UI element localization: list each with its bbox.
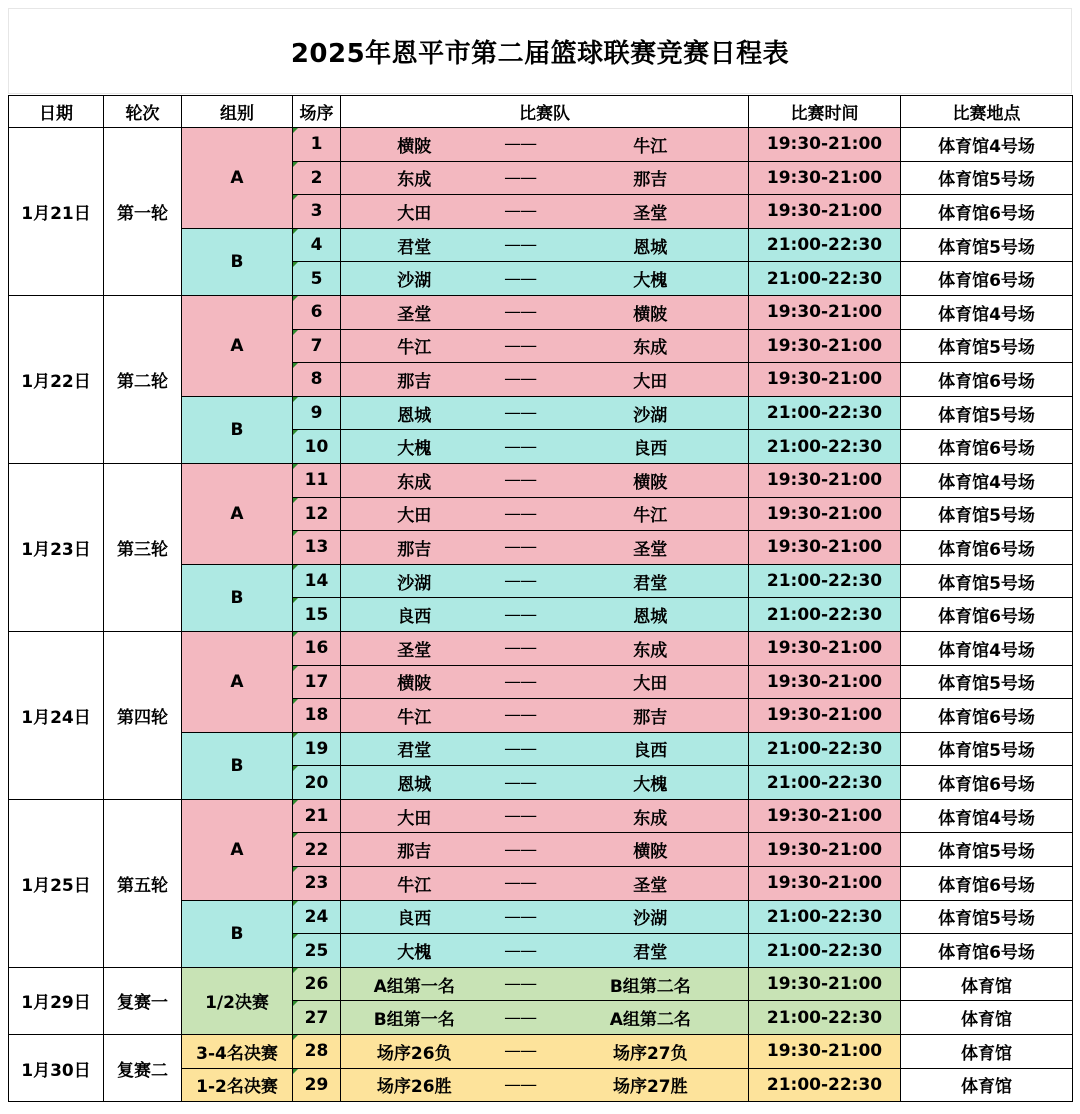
match-number: 5 (293, 262, 341, 296)
versus-separator: —— (504, 167, 537, 188)
teams-cell (341, 799, 749, 833)
home-team: 牛江 (397, 707, 432, 728)
date-cell: 1月29日 (9, 967, 104, 1034)
match-venue: 体育馆6号场 (901, 598, 1073, 632)
round-cell: 第五轮 (104, 799, 182, 967)
teams-cell (341, 363, 749, 397)
away-team: 圣堂 (633, 875, 668, 896)
match-venue: 体育馆5号场 (901, 497, 1073, 531)
match-time: 19:30-21:00 (749, 363, 901, 397)
away-team: 圣堂 (633, 203, 668, 224)
match-venue: 体育馆5号场 (901, 161, 1073, 195)
group-cell: B (182, 396, 293, 463)
home-team: 大田 (397, 506, 432, 527)
versus-separator: —— (504, 302, 537, 323)
page-title: 2025年恩平市第二届篮球联赛竞赛日程表 (290, 38, 790, 69)
home-team: 那吉 (397, 371, 432, 392)
group-cell: 3-4名决赛 (182, 1035, 293, 1069)
home-team: 大田 (397, 808, 432, 829)
teams-cell (341, 867, 749, 901)
teams-cell (341, 1068, 749, 1102)
match-time: 19:30-21:00 (749, 195, 901, 229)
date-cell: 1月24日 (9, 631, 104, 799)
match-venue: 体育馆6号场 (901, 867, 1073, 901)
match-number: 22 (293, 833, 341, 867)
home-team: B组第一名 (373, 1010, 455, 1031)
match-number: 7 (293, 329, 341, 363)
title-box (8, 8, 1072, 94)
away-team: A组第二名 (609, 1010, 691, 1031)
match-time: 19:30-21:00 (749, 463, 901, 497)
match-number: 25 (293, 934, 341, 968)
versus-separator: —— (504, 671, 537, 692)
match-time: 19:30-21:00 (749, 799, 901, 833)
match-number: 9 (293, 396, 341, 430)
round-cell: 第四轮 (104, 631, 182, 799)
match-number: 14 (293, 564, 341, 598)
table-row (9, 463, 1073, 497)
versus-separator: —— (504, 974, 537, 995)
versus-separator: —— (504, 738, 537, 759)
teams-cell (341, 463, 749, 497)
versus-separator: —— (504, 335, 537, 356)
home-team: 沙湖 (397, 573, 432, 594)
group-cell: B (182, 732, 293, 799)
away-team: 良西 (633, 741, 668, 762)
away-team: 牛江 (633, 506, 668, 527)
match-time: 21:00-22:30 (749, 934, 901, 968)
teams-cell (341, 900, 749, 934)
group-cell: B (182, 228, 293, 295)
home-team: 君堂 (397, 237, 432, 258)
match-venue: 体育馆5号场 (901, 900, 1073, 934)
match-venue: 体育馆4号场 (901, 295, 1073, 329)
home-team: 圣堂 (397, 640, 432, 661)
teams-cell (341, 295, 749, 329)
group-cell: 1-2名决赛 (182, 1068, 293, 1102)
away-team: 那吉 (633, 707, 668, 728)
table-row (9, 295, 1073, 329)
header-group: 组别 (182, 96, 293, 128)
match-venue: 体育馆5号场 (901, 665, 1073, 699)
match-number: 21 (293, 799, 341, 833)
teams-cell (341, 329, 749, 363)
home-team: 场序26负 (376, 1043, 452, 1064)
home-team: 沙湖 (397, 271, 432, 292)
match-number: 19 (293, 732, 341, 766)
match-time: 21:00-22:30 (749, 1001, 901, 1035)
match-number: 4 (293, 228, 341, 262)
versus-separator: —— (504, 772, 537, 793)
versus-separator: —— (504, 604, 537, 625)
match-venue: 体育馆6号场 (901, 934, 1073, 968)
versus-separator: —— (504, 705, 537, 726)
group-cell: B (182, 564, 293, 631)
match-time: 21:00-22:30 (749, 1068, 901, 1102)
versus-separator: —— (504, 134, 537, 155)
versus-separator: —— (504, 1074, 537, 1095)
match-time: 21:00-22:30 (749, 430, 901, 464)
teams-cell (341, 228, 749, 262)
teams-cell (341, 732, 749, 766)
match-number: 23 (293, 867, 341, 901)
teams-cell (341, 396, 749, 430)
home-team: 那吉 (397, 842, 432, 863)
versus-separator: —— (504, 503, 537, 524)
match-venue: 体育馆5号场 (901, 564, 1073, 598)
match-time: 19:30-21:00 (749, 497, 901, 531)
away-team: 沙湖 (633, 909, 668, 930)
match-venue: 体育馆6号场 (901, 262, 1073, 296)
versus-separator: —— (504, 537, 537, 558)
home-team: 场序26胜 (376, 1077, 452, 1098)
home-team: 东成 (397, 472, 432, 493)
versus-separator: —— (504, 806, 537, 827)
schedule-table (8, 95, 1073, 1102)
home-team: 君堂 (397, 741, 432, 762)
header-date: 日期 (9, 96, 104, 128)
group-cell: A (182, 295, 293, 396)
match-venue: 体育馆5号场 (901, 732, 1073, 766)
versus-separator: —— (504, 470, 537, 491)
away-team: 横陂 (633, 472, 668, 493)
table-row (9, 1035, 1073, 1069)
home-team: 牛江 (397, 875, 432, 896)
teams-cell (341, 766, 749, 800)
home-team: 横陂 (397, 674, 432, 695)
away-team: B组第二名 (609, 976, 691, 997)
date-cell: 1月25日 (9, 799, 104, 967)
match-venue: 体育馆6号场 (901, 363, 1073, 397)
table-row (9, 631, 1073, 665)
home-team: 大槐 (397, 943, 432, 964)
match-venue: 体育馆 (901, 1001, 1073, 1035)
match-number: 27 (293, 1001, 341, 1035)
home-team: 良西 (397, 909, 432, 930)
versus-separator: —— (504, 235, 537, 256)
header-row (9, 96, 1073, 128)
away-team: 君堂 (633, 943, 668, 964)
home-team: 牛江 (397, 338, 432, 359)
versus-separator: —— (504, 638, 537, 659)
away-team: 大田 (633, 674, 668, 695)
group-cell: A (182, 631, 293, 732)
away-team: 大田 (633, 371, 668, 392)
teams-cell (341, 128, 749, 162)
match-time: 21:00-22:30 (749, 900, 901, 934)
date-cell: 1月22日 (9, 295, 104, 463)
match-venue: 体育馆4号场 (901, 799, 1073, 833)
match-time: 21:00-22:30 (749, 262, 901, 296)
header-round: 轮次 (104, 96, 182, 128)
match-number: 8 (293, 363, 341, 397)
table-row (9, 799, 1073, 833)
teams-cell (341, 1035, 749, 1069)
away-team: 牛江 (633, 136, 668, 157)
table-row (9, 967, 1073, 1001)
away-team: 大槐 (633, 775, 668, 796)
match-venue: 体育馆 (901, 1068, 1073, 1102)
home-team: A组第一名 (373, 976, 455, 997)
home-team: 东成 (397, 170, 432, 191)
home-team: 良西 (397, 607, 432, 628)
header-teams: 比赛队 (341, 96, 749, 128)
teams-cell (341, 262, 749, 296)
match-time: 19:30-21:00 (749, 128, 901, 162)
away-team: 东成 (633, 808, 668, 829)
teams-cell (341, 833, 749, 867)
match-time: 19:30-21:00 (749, 867, 901, 901)
table-row (9, 128, 1073, 162)
match-number: 3 (293, 195, 341, 229)
match-venue: 体育馆5号场 (901, 396, 1073, 430)
match-time: 21:00-22:30 (749, 396, 901, 430)
home-team: 横陂 (397, 136, 432, 157)
versus-separator: —— (504, 571, 537, 592)
match-venue: 体育馆6号场 (901, 766, 1073, 800)
schedule-body (9, 128, 1073, 1102)
match-time: 19:30-21:00 (749, 833, 901, 867)
teams-cell (341, 934, 749, 968)
versus-separator: —— (504, 268, 537, 289)
match-time: 21:00-22:30 (749, 598, 901, 632)
group-cell: A (182, 128, 293, 229)
match-time: 19:30-21:00 (749, 161, 901, 195)
match-number: 13 (293, 531, 341, 565)
away-team: 场序27胜 (612, 1077, 688, 1098)
round-cell: 第三轮 (104, 463, 182, 631)
away-team: 场序27负 (612, 1043, 688, 1064)
home-team: 大槐 (397, 439, 432, 460)
teams-cell (341, 1001, 749, 1035)
versus-separator: —— (504, 940, 537, 961)
teams-cell (341, 161, 749, 195)
match-number: 26 (293, 967, 341, 1001)
group-cell: A (182, 799, 293, 900)
match-time: 19:30-21:00 (749, 295, 901, 329)
home-team: 大田 (397, 203, 432, 224)
away-team: 圣堂 (633, 539, 668, 560)
versus-separator: —— (504, 873, 537, 894)
header-venue: 比赛地点 (901, 96, 1073, 128)
date-cell: 1月21日 (9, 128, 104, 296)
match-venue: 体育馆5号场 (901, 329, 1073, 363)
match-number: 16 (293, 631, 341, 665)
date-cell: 1月30日 (9, 1035, 104, 1102)
away-team: 东成 (633, 640, 668, 661)
match-time: 19:30-21:00 (749, 699, 901, 733)
match-number: 29 (293, 1068, 341, 1102)
match-time: 19:30-21:00 (749, 531, 901, 565)
match-number: 10 (293, 430, 341, 464)
group-cell: A (182, 463, 293, 564)
round-cell: 第二轮 (104, 295, 182, 463)
away-team: 大槐 (633, 271, 668, 292)
match-number: 15 (293, 598, 341, 632)
match-number: 1 (293, 128, 341, 162)
match-number: 11 (293, 463, 341, 497)
match-time: 21:00-22:30 (749, 766, 901, 800)
teams-cell (341, 967, 749, 1001)
header-time: 比赛时间 (749, 96, 901, 128)
teams-cell (341, 699, 749, 733)
away-team: 恩城 (633, 237, 668, 258)
match-venue: 体育馆5号场 (901, 833, 1073, 867)
match-venue: 体育馆6号场 (901, 699, 1073, 733)
versus-separator: —— (504, 1041, 537, 1062)
match-time: 19:30-21:00 (749, 329, 901, 363)
match-venue: 体育馆4号场 (901, 463, 1073, 497)
match-venue: 体育馆 (901, 1035, 1073, 1069)
teams-cell (341, 631, 749, 665)
match-number: 18 (293, 699, 341, 733)
round-cell: 复赛二 (104, 1035, 182, 1102)
match-time: 19:30-21:00 (749, 665, 901, 699)
round-cell: 第一轮 (104, 128, 182, 296)
versus-separator: —— (504, 436, 537, 457)
home-team: 恩城 (397, 405, 432, 426)
match-venue: 体育馆6号场 (901, 195, 1073, 229)
teams-cell (341, 665, 749, 699)
match-number: 2 (293, 161, 341, 195)
teams-cell (341, 430, 749, 464)
match-venue: 体育馆6号场 (901, 531, 1073, 565)
match-time: 19:30-21:00 (749, 631, 901, 665)
match-number: 12 (293, 497, 341, 531)
match-number: 6 (293, 295, 341, 329)
home-team: 那吉 (397, 539, 432, 560)
teams-cell (341, 598, 749, 632)
group-cell: 1/2决赛 (182, 967, 293, 1034)
versus-separator: —— (504, 1007, 537, 1028)
teams-cell (341, 564, 749, 598)
away-team: 东成 (633, 338, 668, 359)
group-cell: B (182, 900, 293, 967)
match-number: 17 (293, 665, 341, 699)
match-time: 19:30-21:00 (749, 967, 901, 1001)
home-team: 圣堂 (397, 304, 432, 325)
match-time: 21:00-22:30 (749, 732, 901, 766)
match-number: 20 (293, 766, 341, 800)
teams-cell (341, 531, 749, 565)
away-team: 恩城 (633, 607, 668, 628)
match-time: 21:00-22:30 (749, 564, 901, 598)
away-team: 那吉 (633, 170, 668, 191)
away-team: 良西 (633, 439, 668, 460)
match-venue: 体育馆4号场 (901, 631, 1073, 665)
home-team: 恩城 (397, 775, 432, 796)
away-team: 横陂 (633, 842, 668, 863)
versus-separator: —— (504, 906, 537, 927)
away-team: 沙湖 (633, 405, 668, 426)
away-team: 横陂 (633, 304, 668, 325)
match-venue: 体育馆5号场 (901, 228, 1073, 262)
teams-cell (341, 195, 749, 229)
match-time: 19:30-21:00 (749, 1035, 901, 1069)
versus-separator: —— (504, 369, 537, 390)
date-cell: 1月23日 (9, 463, 104, 631)
match-venue: 体育馆4号场 (901, 128, 1073, 162)
match-number: 24 (293, 900, 341, 934)
away-team: 君堂 (633, 573, 668, 594)
header-seq: 场序 (293, 96, 341, 128)
versus-separator: —— (504, 201, 537, 222)
versus-separator: —— (504, 839, 537, 860)
teams-cell (341, 497, 749, 531)
round-cell: 复赛一 (104, 967, 182, 1034)
match-number: 28 (293, 1035, 341, 1069)
match-time: 21:00-22:30 (749, 228, 901, 262)
match-venue: 体育馆 (901, 967, 1073, 1001)
versus-separator: —— (504, 403, 537, 424)
match-venue: 体育馆6号场 (901, 430, 1073, 464)
